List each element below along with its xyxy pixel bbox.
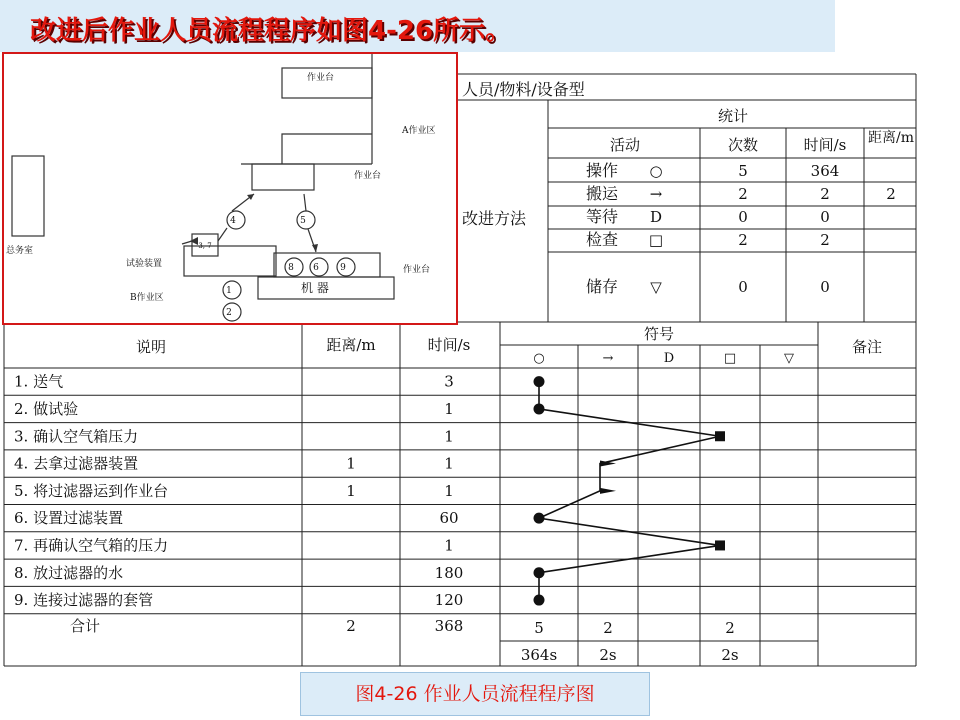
summary-symbol: ▽: [650, 278, 662, 296]
flow-arrow-3: [182, 241, 192, 244]
col-activity: 活动: [609, 136, 641, 154]
sketch-label: 作业台: [403, 265, 431, 275]
summary-count: 0: [738, 278, 748, 296]
step-distance: 1: [346, 454, 356, 473]
sketch-label: A作业区: [402, 126, 436, 136]
node-number: 8: [288, 263, 294, 273]
symbol-col-head: →: [602, 351, 614, 366]
totals-transport-count: 2: [603, 619, 613, 637]
slide-title: 改进后作业人员流程程序如图4-26所示。: [30, 16, 512, 46]
summary-time: 0: [820, 278, 830, 296]
operation-mark: [534, 403, 545, 414]
inspection-mark: [715, 431, 725, 441]
summary-count: 5: [738, 162, 748, 180]
step-time: 1: [444, 427, 454, 446]
sketch-label: 机 器: [301, 281, 329, 295]
step-time: 1: [444, 536, 454, 555]
node-number: 4: [230, 216, 236, 226]
node-number: 2: [226, 308, 232, 318]
summary-activity: 等待: [586, 207, 619, 226]
summary-time: 364: [810, 162, 840, 180]
flow-arrow-4b: [218, 228, 227, 241]
summary-time: 2: [820, 185, 830, 203]
workbench-middle: [252, 164, 314, 190]
col-symbols: 符号: [643, 325, 675, 343]
step-desc: 2. 做试验: [14, 399, 79, 418]
totals-transport-time: 2s: [599, 646, 617, 664]
step-distance: 1: [346, 481, 356, 500]
summary-activity: 操作: [586, 161, 619, 180]
flow-arrow-5a: [304, 194, 306, 211]
summary-count: 2: [738, 185, 748, 203]
figure-caption: 图4-26 作业人员流程程序图: [300, 672, 650, 716]
col-count: 次数: [727, 136, 759, 154]
summary-distance: 2: [886, 185, 896, 203]
step-time: 1: [444, 481, 454, 500]
node-number: 9: [340, 263, 346, 273]
symbol-col-head: ○: [533, 351, 545, 366]
summary-time: 0: [820, 208, 830, 226]
col-remarks: 备注: [851, 338, 883, 356]
step-desc: 4. 去拿过滤器装置: [14, 454, 139, 473]
step-time: 3: [444, 372, 454, 391]
inspection-mark: [715, 540, 725, 550]
operation-mark: [534, 595, 545, 606]
col-distance-m: 距离/m: [326, 336, 376, 354]
sketch-label: 作业台: [354, 171, 382, 181]
step-time: 120: [434, 591, 464, 610]
totals-label: 合计: [69, 617, 101, 635]
step-desc: 3. 确认空气箱压力: [14, 427, 139, 446]
symbol-col-head: ▽: [784, 351, 794, 366]
layout-sketch-panel: [2, 52, 458, 325]
test-device-box: [184, 246, 276, 276]
summary-symbol: ○: [649, 162, 663, 180]
totals-op-count: 5: [534, 619, 544, 637]
transport-mark: [600, 488, 616, 494]
sketch-label: B作业区: [130, 293, 164, 303]
symbol-col-head: □: [723, 351, 737, 366]
totals-inspect-count: 2: [725, 619, 735, 637]
col-distance: 距离/m: [868, 130, 914, 146]
col-desc: 说明: [135, 338, 167, 356]
type-label: 人员/物料/设备型: [462, 80, 585, 99]
node-number: 1: [226, 286, 232, 296]
totals-distance: 2: [346, 617, 356, 635]
layout-sketch: [4, 54, 456, 323]
method-label: 改进方法: [462, 209, 527, 228]
stats-label: 统计: [717, 107, 749, 125]
operation-mark: [534, 567, 545, 578]
summary-count: 2: [738, 231, 748, 249]
sketch-label: 总务室: [6, 246, 34, 256]
operation-mark: [534, 376, 545, 387]
step-desc: 1. 送气: [14, 372, 64, 391]
node-number: 3, 7: [198, 242, 212, 250]
operation-mark: [534, 513, 545, 524]
summary-activity: 检查: [586, 230, 619, 249]
summary-activity: 搬运: [586, 184, 619, 203]
summary-count: 0: [738, 208, 748, 226]
flow-line: [539, 382, 720, 600]
step-time: 1: [444, 399, 454, 418]
totals-op-time: 364s: [520, 646, 558, 664]
sketch-label: 试验装置: [126, 259, 163, 269]
step-time: 1: [444, 454, 454, 473]
col-time-s: 时间/s: [427, 336, 471, 354]
step-desc: 8. 放过滤器的水: [14, 563, 124, 582]
summary-activity: 储存: [586, 277, 619, 296]
step-time: 60: [439, 509, 459, 528]
summary-symbol: →: [649, 185, 663, 203]
node-number: 6: [313, 263, 319, 273]
summary-time: 2: [820, 231, 830, 249]
step-time: 180: [434, 563, 464, 582]
totals-time: 368: [434, 617, 464, 635]
symbol-col-head: D: [663, 351, 675, 366]
step-desc: 6. 设置过滤装置: [14, 509, 124, 528]
col-time: 时间/s: [803, 136, 847, 154]
step-desc: 7. 再确认空气箱的压力: [14, 536, 169, 555]
node-number: 5: [300, 216, 306, 226]
summary-symbol: D: [649, 208, 663, 226]
sketch-label: 作业台: [307, 73, 335, 83]
office-box: [12, 156, 44, 236]
totals-inspect-time: 2s: [721, 646, 739, 664]
wall: [282, 134, 372, 164]
summary-symbol: □: [648, 231, 664, 249]
step-desc: 5. 将过滤器运到作业台: [14, 481, 169, 500]
step-desc: 9. 连接过滤器的套管: [14, 591, 154, 610]
